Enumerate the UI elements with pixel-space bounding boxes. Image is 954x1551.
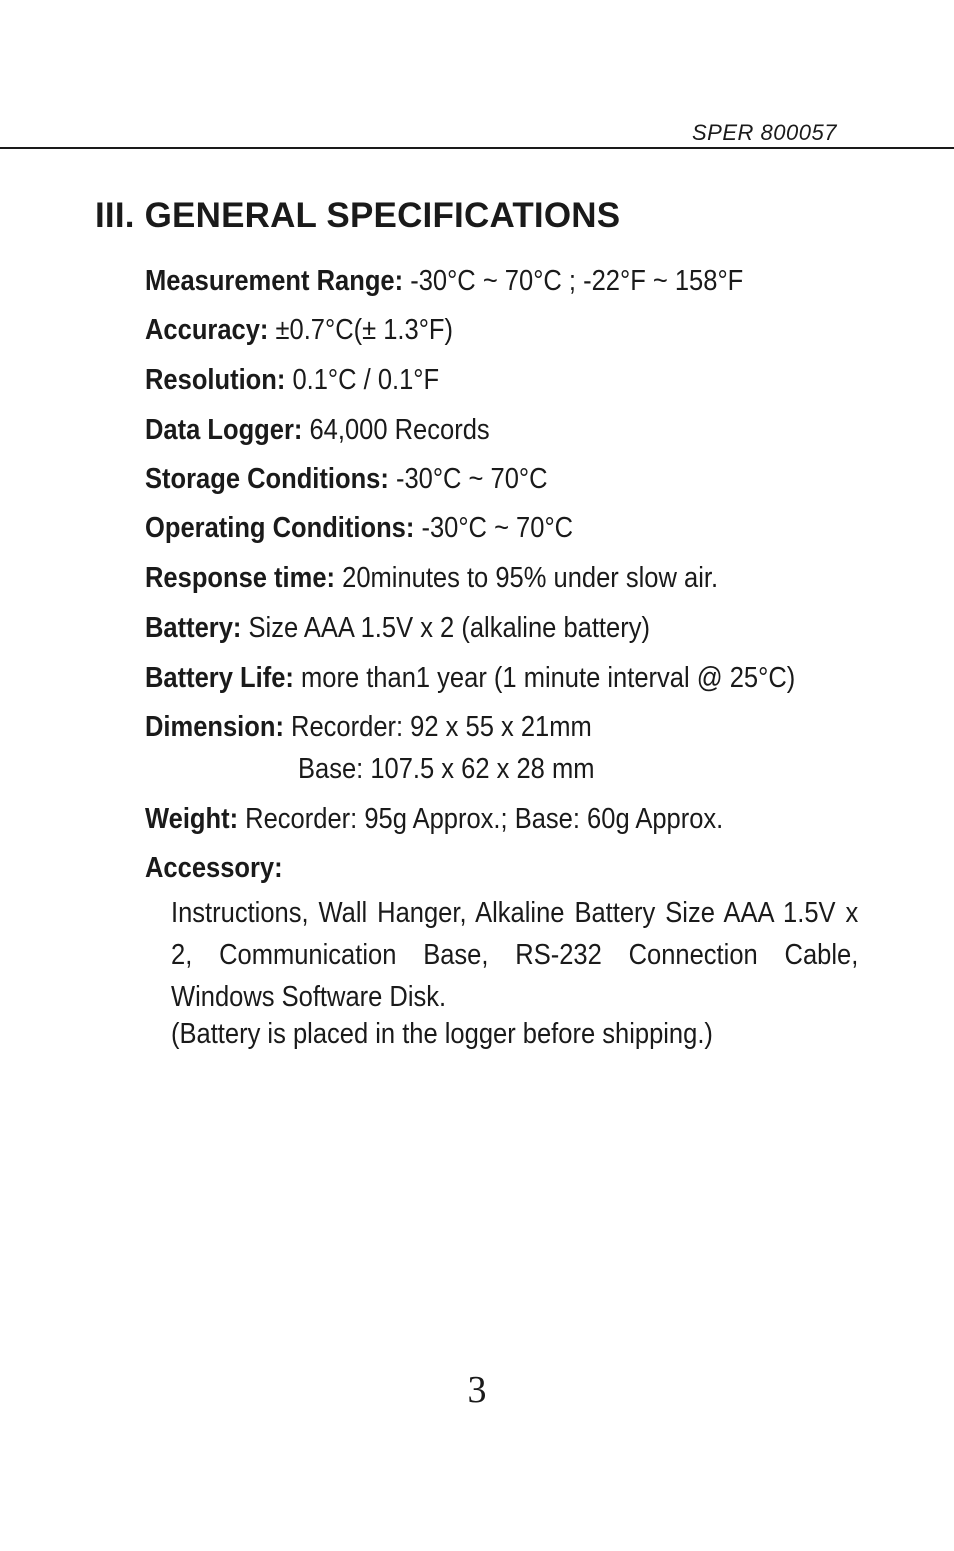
spec-value: more than1 year (1 minute interval @ 25°C) (293, 662, 796, 694)
spec-label: Resolution: (145, 364, 286, 396)
spec-value: 0.1°C / 0.1°F (285, 364, 440, 396)
section-title: III. GENERAL SPECIFICATIONS (95, 196, 621, 235)
spec-data-logger (145, 414, 490, 446)
spec-value: 20minutes to 95% under slow air. (335, 562, 719, 594)
spec-label: Weight: (145, 803, 239, 835)
spec-label: Battery Life: (145, 662, 294, 694)
spec-value: -30°C ~ 70°C (414, 512, 574, 544)
spec-dimension (145, 711, 592, 743)
spec-label: Storage Conditions: (145, 463, 389, 495)
accessory-note: (Battery is placed in the logger before shipping.) (171, 1018, 713, 1050)
spec-operating-conditions (145, 512, 573, 544)
header-rule (0, 147, 954, 149)
spec-label: Dimension: (145, 711, 284, 743)
spec-label: Accessory: (145, 852, 283, 884)
spec-value: -30°C ~ 70°C (388, 463, 548, 495)
spec-resolution (145, 364, 439, 396)
spec-label: Accuracy: (145, 314, 269, 346)
spec-measurement-range (145, 265, 743, 297)
spec-value: Size AAA 1.5V x 2 (alkaline battery) (241, 612, 650, 644)
spec-value: Recorder: 92 x 55 x 21mm (283, 711, 592, 743)
spec-value: ±0.7°C(± 1.3°F) (268, 314, 453, 346)
spec-accessory (145, 852, 283, 884)
spec-dimension-base: Base: 107.5 x 62 x 28 mm (298, 753, 595, 785)
spec-battery-life (145, 662, 795, 694)
page-number: 3 (467, 1369, 487, 1411)
spec-accuracy (145, 314, 453, 346)
spec-label: Response time: (145, 562, 336, 594)
spec-label: Measurement Range: (145, 265, 404, 297)
spec-label: Data Logger: (145, 414, 303, 446)
spec-storage-conditions (145, 463, 548, 495)
spec-value: Recorder: 95g Approx.; Base: 60g Approx. (238, 803, 724, 835)
spec-value: 64,000 Records (302, 414, 490, 446)
document-code: SPER 800057 (692, 120, 837, 145)
spec-response-time (145, 562, 718, 594)
spec-battery (145, 612, 650, 644)
spec-label: Operating Conditions: (145, 512, 415, 544)
spec-value: -30°C ~ 70°C ; -22°F ~ 158°F (403, 265, 744, 297)
spec-label: Battery: (145, 612, 242, 644)
spec-weight (145, 803, 723, 835)
accessory-description: Instructions, Wall Hanger, Alkaline Battery Size AAA 1.5V x 2, Communication Base, RS-232 Connection Cable, Windows Software Disk. (171, 897, 859, 1013)
